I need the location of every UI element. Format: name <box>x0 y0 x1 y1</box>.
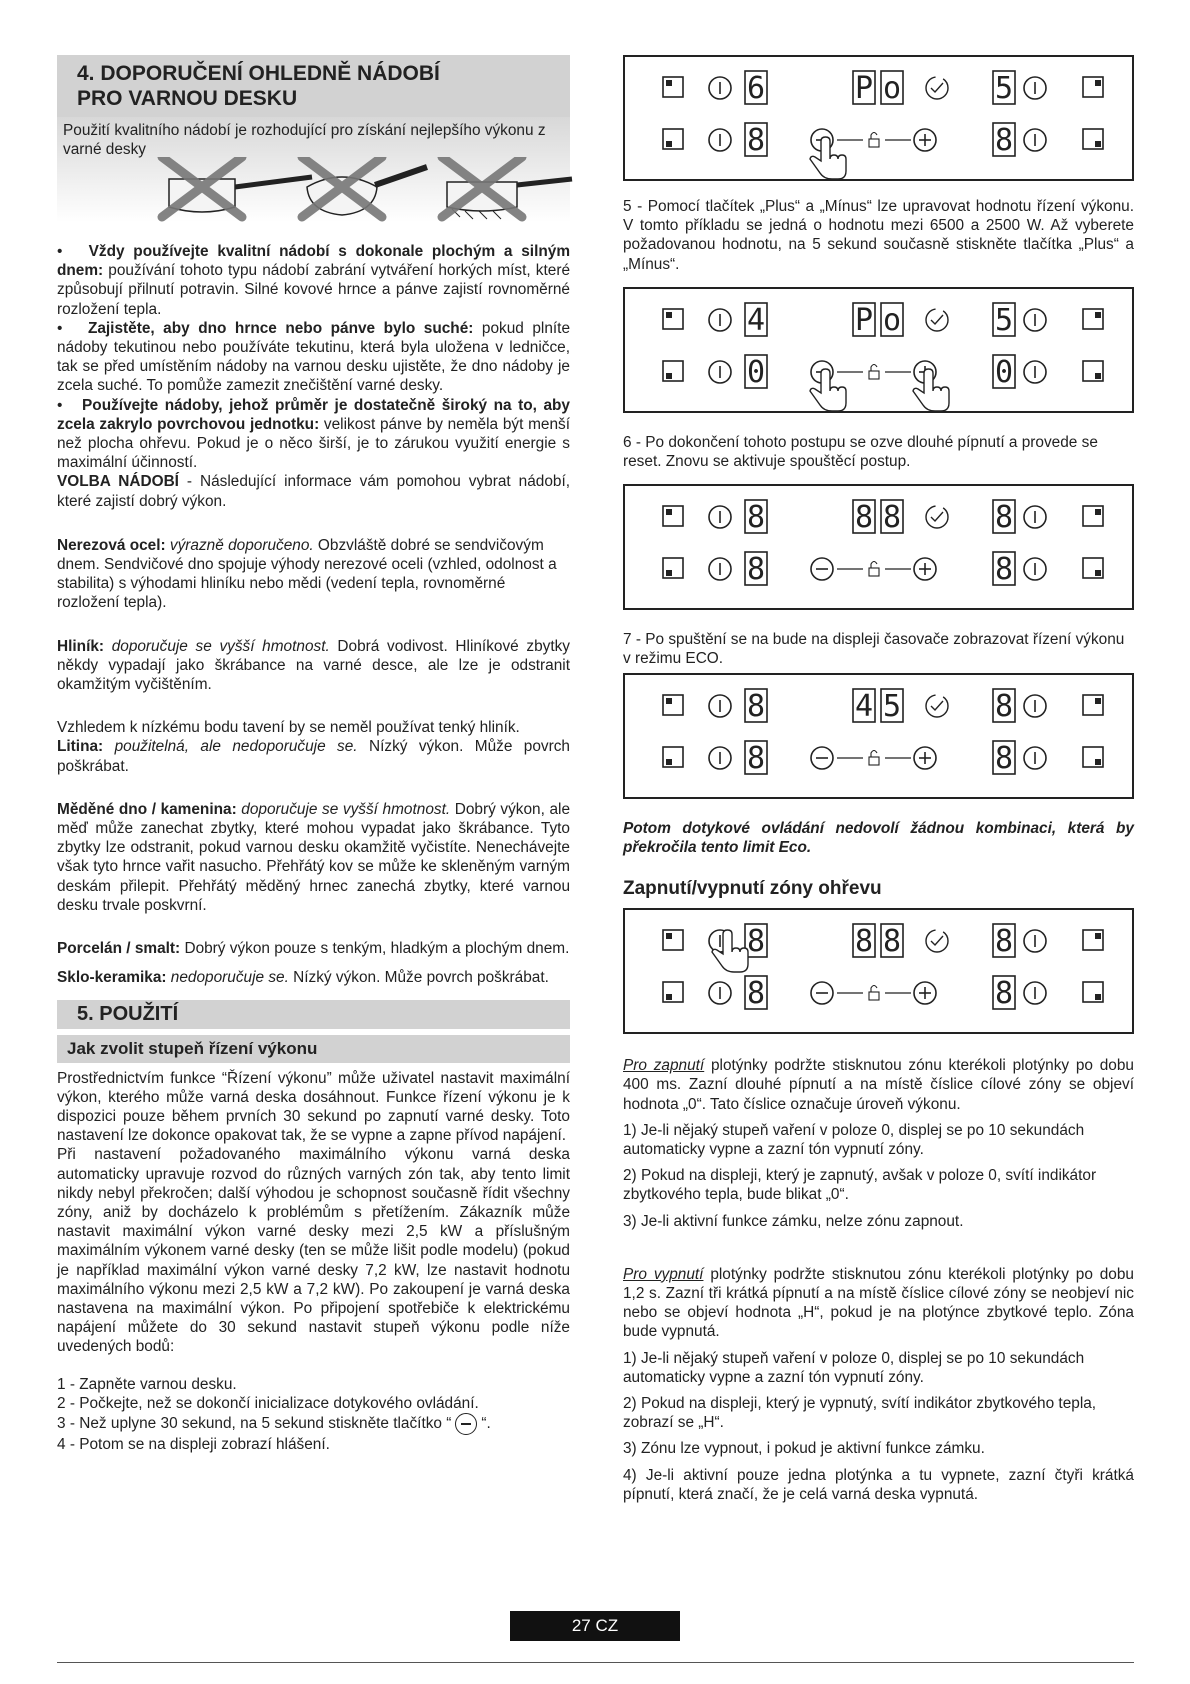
zone-indicator-left <box>663 309 683 329</box>
zone-title: Zapnutí/vypnutí zóny ohřevu <box>623 878 882 900</box>
timer-digit: P <box>854 71 874 106</box>
control-panel <box>623 287 1134 413</box>
porcelan-paragraph: Porcelán / smalt: Dobrý výkon pouze s tenkým, hladkým a plochým dnem. <box>57 940 570 958</box>
zone-digit-left: 8 <box>746 924 766 960</box>
zone-indicator-left <box>663 695 683 715</box>
page-number: 27 CZ <box>510 1611 680 1641</box>
zone-digit-left: 4 <box>746 302 766 338</box>
zone-digit-right: 5 <box>994 71 1014 106</box>
control-panel-drawing <box>625 486 1132 608</box>
plus-button[interactable] <box>914 747 936 769</box>
power-icon[interactable] <box>1024 558 1046 580</box>
lock-icon[interactable] <box>869 133 879 148</box>
timer-icon[interactable] <box>926 930 948 952</box>
zone-off-3: 3) Zónu lze vypnout, i pokud je aktivní funkce zámku. <box>623 1440 985 1458</box>
zone-indicator-right <box>1083 930 1103 950</box>
timer-digit: 8 <box>882 924 902 960</box>
pointing-hand-icon <box>810 137 846 179</box>
control-panel <box>623 55 1134 181</box>
zone-digit-right: 8 <box>994 552 1014 588</box>
zone-indicator-right <box>1083 129 1103 149</box>
plus-button[interactable] <box>914 982 936 1004</box>
power-icon[interactable] <box>1024 506 1046 528</box>
zone-indicator-right <box>1083 695 1103 715</box>
zone-on-3: 3) Je-li aktivní funkce zámku, nelze zónu zapnout. <box>623 1212 964 1230</box>
zone-digit-right: 8 <box>994 924 1014 960</box>
zone-digit-left: 8 <box>746 976 766 1012</box>
bullet-1: • Vždy používejte kvalitní nádobí s dokonale plochým a silným dnem: používání tohoto typu nádobí zabrání vytváření horkých míst, které způsobují přilnutí potravin. Silné kovové hrnce a pánve zajistí rovnoměrné rozložení tepla. <box>57 243 571 318</box>
plus-button[interactable] <box>914 129 936 151</box>
hlinik-paragraph: Hliník: doporučuje se vyšší hmotnost. Dobrá vodivost. Hliníkové zbytky někdy vypadají jako škrábance na varné desce, ale lze je odstranit okamžitým vyčištěním. <box>57 637 570 694</box>
pointing-hand-icon <box>913 369 949 411</box>
zone-digit-right: 5 <box>994 302 1014 338</box>
zone-indicator-right <box>1083 982 1103 1002</box>
power-icon[interactable] <box>709 361 731 383</box>
timer-icon[interactable] <box>926 309 948 331</box>
lock-icon[interactable] <box>869 562 879 577</box>
power-icon[interactable] <box>1024 77 1046 99</box>
plus-button[interactable] <box>914 558 936 580</box>
power-para-1: Prostřednictvím funkce “Řízení výkonu” může uživatel nastavit maximální výkon, kterého může varná deska dosáhnout. Funkce řízení výkonu je k dispozici pouze během prvních 30 sekund po zapnutí varné desky. Toto nastavení lze dokonce opakovat tak, že se vypne a zapne přívod napájení. <box>57 1069 570 1145</box>
zone-digit-right: 8 <box>994 688 1014 724</box>
step-3: 3 - Než uplyne 30 sekund, na 5 sekund stiskněte tlačítko “ “. <box>57 1413 570 1435</box>
timer-digit: P <box>854 302 874 338</box>
timer-digit: 8 <box>854 924 874 960</box>
timer-digit: 8 <box>882 500 902 536</box>
zone-digit-right: 8 <box>994 500 1014 536</box>
eco-note: Potom dotykové ovládání nedovolí žádnou kombinaci, která by překročila tento limit Eco. <box>623 819 1134 856</box>
zone-on-text: Pro zapnutí plotýnky podržte stisknutou zónu kterékoli plotýnky po dobu 400 ms. Zazní dlouhé pípnutí a na místě číslice cílové zóny se objeví hodnota „0“. Tato číslice označuje úroveň výkonu. <box>623 1057 1134 1113</box>
power-icon[interactable] <box>709 309 731 331</box>
zone-digit-left: 8 <box>746 552 766 588</box>
zone-digit-left: 8 <box>746 688 766 724</box>
control-panel-drawing <box>625 910 1132 1032</box>
zone-digit-left: 8 <box>746 123 766 158</box>
timer-icon[interactable] <box>926 77 948 99</box>
timer-icon[interactable] <box>926 506 948 528</box>
section5-heading: 5. POUŽITÍ <box>57 1000 570 1029</box>
power-icon[interactable] <box>1024 982 1046 1004</box>
litina-paragraph: Litina: použitelná, ale nedoporučuje se. Nízký výkon. Může povrch poškrábat. <box>57 738 570 775</box>
timer-icon[interactable] <box>926 695 948 717</box>
intro-text: Použití kvalitního nádobí je rozhodující pro získání nejlepšího výkonu z varné desky <box>63 122 546 159</box>
nerez-paragraph: Nerezová ocel: výrazně doporučeno. Obzvláště dobré se sendvičovým dnem. Sendvičové dno spojuje výhody nerezové oceli (vzhled, odolnost a stabilita) s výhodami hliníku nebo mědi (vedení tepla, rovnoměrné rozložení tepla). <box>57 536 557 612</box>
step-7: 7 - Po spuštění se na bude na displeji časovače zobrazovat řízení výkonu v režimu ECO. <box>623 631 1125 668</box>
lock-icon[interactable] <box>869 986 879 1001</box>
zone-digit-left: 8 <box>746 500 766 536</box>
power-icon[interactable] <box>709 747 731 769</box>
hlinik-note: Vzhledem k nízkému bodu tavení by se neměl používat tenký hliník. <box>57 719 520 737</box>
lock-icon[interactable] <box>869 364 879 379</box>
zone-off-1: 1) Je-li nějaký stupeň vaření v poloze 0, displej se po 10 sekundách automaticky vypne a zazní tón vypnutí zóny. <box>623 1349 1085 1386</box>
minus-button[interactable] <box>811 558 833 580</box>
zone-indicator-right <box>1083 361 1103 381</box>
zone-indicator-left <box>663 77 683 97</box>
zone-indicator-left <box>663 930 683 950</box>
minus-icon <box>455 1413 477 1435</box>
control-panel <box>623 908 1134 1034</box>
timer-digit: o <box>882 71 902 106</box>
med-paragraph: Měděné dno / kamenina: doporučuje se vyšší hmotnost. Dobrý výkon, ale měď může zanechat zbytky, které mohou vypadat jako škrábance. Tyto zbytky lze odstranit, pokud varnou desku okamžitě vyčistíte. Nenechávejte však tyto hrnce vařit nasucho. Přehřátý kov se může ke skleněným varným deskám přilepit. Přehřátý měděný hrnec zanechá zbytky, které varnou desku trvale poskvrní. <box>57 800 570 914</box>
timer-digit: 4 <box>854 688 874 724</box>
left-column <box>57 55 570 1454</box>
step-2: 2 - Počkejte, než se dokončí inicializace dotykového ovládání. <box>57 1394 479 1412</box>
zone-on-1: 1) Je-li nějaký stupeň vaření v poloze 0, displej se po 10 sekundách automaticky vypne a zazní tón vypnutí zóny. <box>623 1121 1085 1159</box>
minus-button[interactable] <box>811 747 833 769</box>
power-icon[interactable] <box>1024 695 1046 717</box>
power-icon[interactable] <box>709 506 731 528</box>
power-icon[interactable] <box>1024 747 1046 769</box>
zone-digit-right: 8 <box>994 976 1014 1012</box>
zone-indicator-left <box>663 982 683 1002</box>
volba-nadobi: VOLBA NÁDOBÍ - Následující informace vám pomohou vybrat nádobí, které zajistí dobrý výkon. <box>57 473 571 510</box>
power-icon[interactable] <box>709 695 731 717</box>
power-icon[interactable] <box>709 129 731 151</box>
sklo-paragraph: Sklo-keramika: nedoporučuje se. Nízký výkon. Může povrch poškrábat. <box>57 969 549 987</box>
zone-indicator-left <box>663 361 683 381</box>
minus-button[interactable] <box>811 982 833 1004</box>
zone-digit-right: 8 <box>994 123 1014 158</box>
zone-digit-right: 0 <box>994 354 1014 390</box>
control-panel <box>623 673 1134 799</box>
cookware-intro <box>57 117 570 222</box>
power-para-2: Při nastavení požadovaného maximálního výkonu varná deska automaticky upravuje rozvod do různých varných zón tak, aby tento limit nikdy nebyl překročen; další výhodou je schopnost současně řídit všechny zóny, aniž by docházelo k problémům s přetížením. Zákazník může nastavit maximální výkon varné desky mezi 2,5 kW a příslušným maximálním výkonem varné desky (ten se může lišit podle modelu) (pokud je například maximální výkon varné desky 7,2 kW, lze nastavit hodnotu maximálního výkonu mezi 2,5 kW a 7,2 kW). Po zakoupení je varná deska nastavena na maximální výkon. Po připojení spotřebiče k elektrickému napájení můžete do 30 sekund nastavit stupeň výkonu podle níže uvedených bodů: <box>57 1146 570 1356</box>
bottom-rule <box>57 1662 1134 1663</box>
power-icon[interactable] <box>1024 361 1046 383</box>
zone-indicator-left <box>663 129 683 149</box>
step-6: 6 - Po dokončení tohoto postupu se ozve dlouhé pípnutí a provede se reset. Znovu se aktivuje spouštěcí postup. <box>623 433 1098 471</box>
section5-subheading: Jak zvolit stupeň řízení výkonu <box>57 1035 570 1063</box>
lock-icon[interactable] <box>869 750 879 765</box>
power-icon[interactable] <box>709 77 731 99</box>
zone-indicator-left <box>663 558 683 578</box>
control-panel-drawing <box>625 289 1132 411</box>
zone-indicator-right <box>1083 77 1103 97</box>
control-panel-drawing <box>625 57 1132 179</box>
power-icon[interactable] <box>709 982 731 1004</box>
step-4: 4 - Potom se na displeji zobrazí hlášení. <box>57 1435 330 1453</box>
bullet-2: • Zajistěte, aby dno hrnce nebo pánve bylo suché: pokud plníte nádoby tekutinou nebo používáte tekutinu, která byla uložena v ledničce, tak se před umístěním nádoby na varnou desku ujistěte, že dno nádoby je zcela suché. To pomůže zamezit znečištění varné desky. <box>57 319 571 395</box>
step-1: 1 - Zapněte varnou desku. <box>57 1375 237 1393</box>
zone-indicator-right <box>1083 558 1103 578</box>
timer-digit: 8 <box>854 500 874 536</box>
timer-digit: 5 <box>882 688 902 724</box>
power-icon[interactable] <box>709 558 731 580</box>
bullet-3: • Používejte nádoby, jehož průměr je dostatečně široký na to, aby zcela zakrylo povrchovou jednotku: velikost pánve by neměla být menší než plocha ohřevu. Pokud je o něco širší, je to zárukou využití energie s maximální účinností. <box>57 396 570 472</box>
zone-indicator-left <box>663 747 683 767</box>
zone-digit-left: 6 <box>746 71 766 106</box>
zone-digit-right: 8 <box>994 740 1014 776</box>
pointing-hand-icon <box>712 930 748 972</box>
zone-digit-left: 8 <box>746 740 766 776</box>
zone-digit-left: 0 <box>746 354 766 390</box>
control-panel <box>623 484 1134 610</box>
zone-indicator-right <box>1083 747 1103 767</box>
power-icon[interactable] <box>1024 129 1046 151</box>
control-panel-drawing <box>625 675 1132 797</box>
power-icon[interactable] <box>1024 309 1046 331</box>
zone-indicator-right <box>1083 309 1103 329</box>
step-5: 5 - Pomocí tlačítek „Plus“ a „Mínus“ lze upravovat hodnotu řízení výkonu. V tomto příkladu se jedná o hodnotu mezi 6500 a 2500 W. Až vyberete požadovanou hodnotu, na 5 sekund současně stiskněte tlačítka „Plus“ a „Mínus“. <box>623 198 1134 273</box>
section4-heading: 4. DOPORUČENÍ OHLEDNĚ NÁDOBÍ PRO VARNOU DESKU <box>57 55 570 117</box>
cookware-bullets <box>57 242 570 511</box>
bad-cookware-illustration <box>107 157 577 222</box>
zone-on-2: 2) Pokud na displeji, který je zapnutý, avšak v poloze 0, svítí indikátor zbytkového tepla, bude blikat „0“. <box>623 1167 1097 1204</box>
power-icon[interactable] <box>1024 930 1046 952</box>
zone-off-4: 4) Je-li aktivní pouze jedna plotýnka a tu vypnete, zazní čtyři krátká pípnutí, která značí, že je celá varná deska vypnutá. <box>623 1466 1134 1503</box>
zone-off-2: 2) Pokud na displeji, který je vypnutý, svítí indikátor zbytkového tepla, zobrazí se „H“. <box>623 1395 1097 1432</box>
pointing-hand-icon <box>810 369 846 411</box>
timer-digit: o <box>882 302 902 338</box>
zone-indicator-left <box>663 506 683 526</box>
zone-off-text: Pro vypnutí plotýnky podržte stisknutou zónu kterékoli plotýnky po dobu 1,2 s. Zazní tři krátká pípnutí a na místě číslice cílové zóny se neobjeví nic nebo se objeví hodnota „H“, pokud je na plotýnce zbytkové teplo. Zóna bude vypnutá. <box>623 1265 1134 1341</box>
zone-indicator-right <box>1083 506 1103 526</box>
right-column <box>623 55 1134 1504</box>
